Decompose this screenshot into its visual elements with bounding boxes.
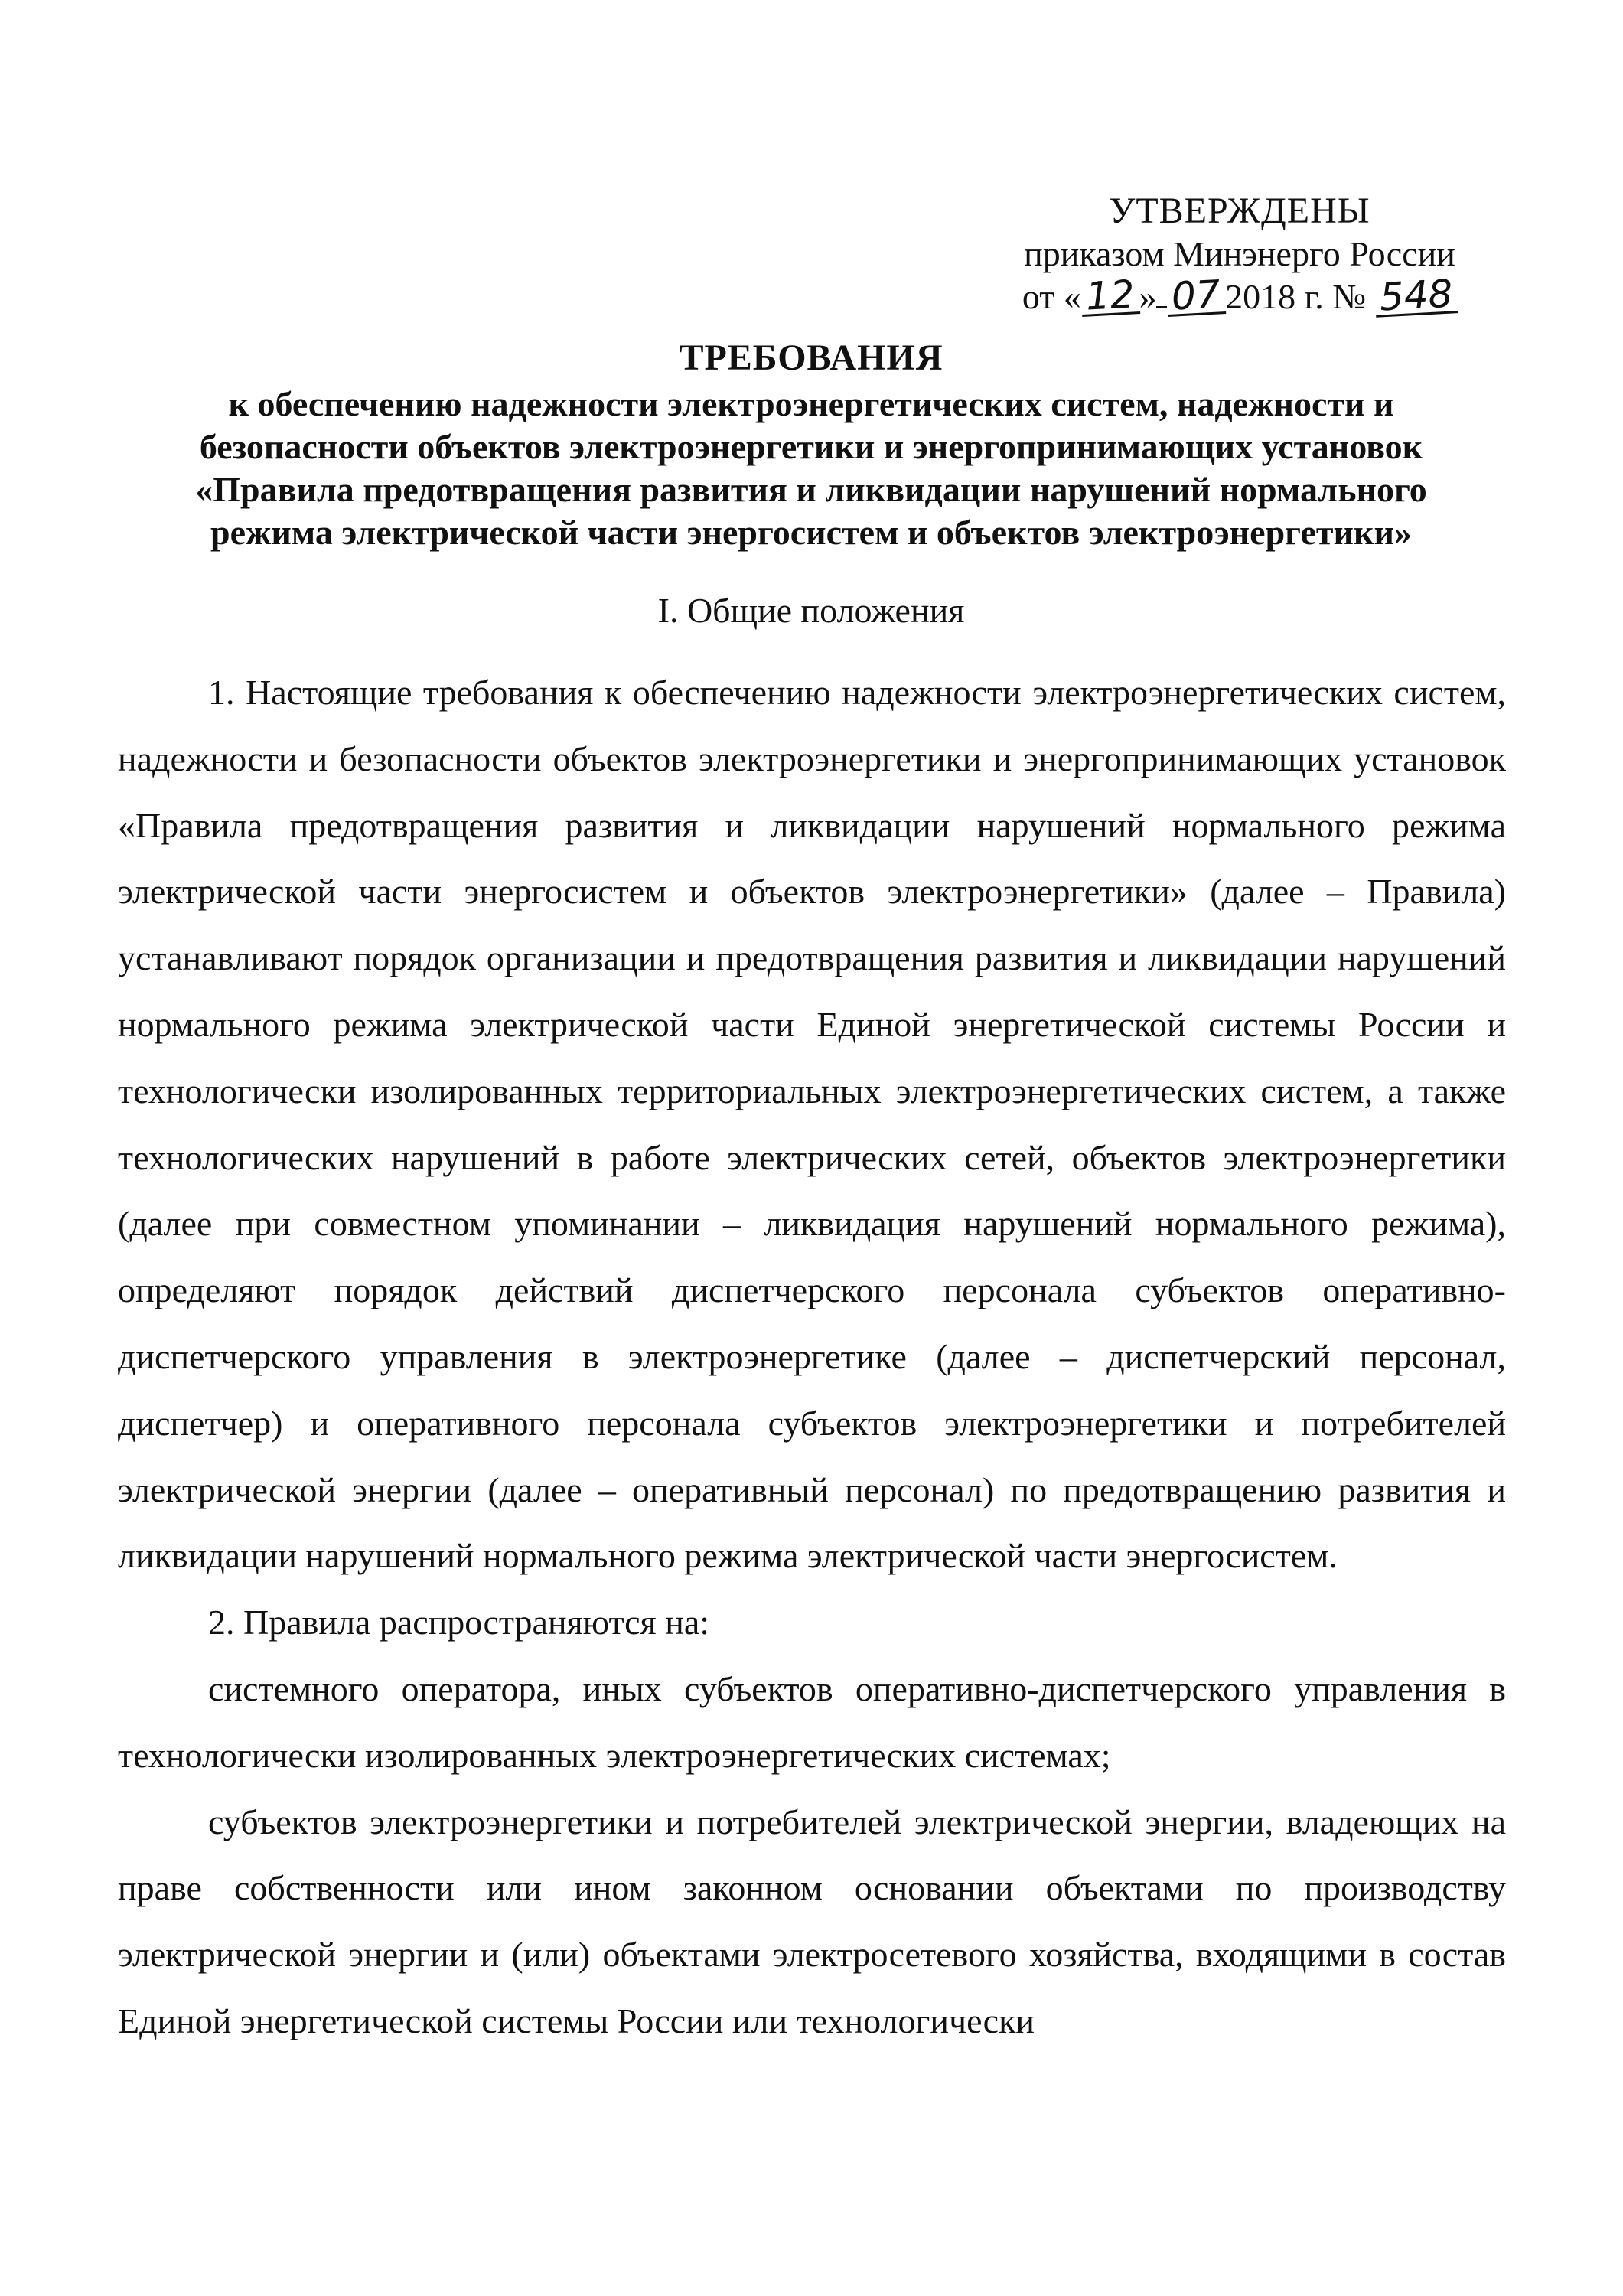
approval-order-line: приказом Минэнерго России bbox=[1024, 234, 1455, 273]
handwritten-day: 12 bbox=[1080, 276, 1140, 317]
paragraph-2: 2. Правила распространяются на: bbox=[208, 1603, 710, 1642]
paragraph-4: субъектов электроэнергетики и потребителей электрической энергии, владеющих на праве собственности или ином законном основании объектами по производству электрической энергии и (или) объектами электросетевого хозяйства, входящими в состав Единой энергетической системы России или технологически bbox=[118, 1802, 1506, 2040]
section-heading: I. Общие положения bbox=[657, 591, 965, 630]
date-year: 2018 г. № bbox=[1225, 277, 1367, 316]
date-mid: » bbox=[1139, 277, 1157, 316]
title-line-1: к обеспечению надежности электроэнергетических систем, надежности и bbox=[228, 384, 1394, 423]
paragraph-3: системного оператора, иных субъектов оперативно-диспетчерского управления в технологически изолированных электроэнергетических системах; bbox=[118, 1668, 1506, 1775]
title-line-2: безопасности объектов электроэнергетики и энергопринимающих установок bbox=[199, 427, 1423, 466]
document-title-block bbox=[115, 337, 1507, 554]
title-line-3: «Правила предотвращения развития и ликвидации нарушений нормального bbox=[195, 470, 1427, 509]
handwritten-month: 07 bbox=[1166, 276, 1226, 317]
document-heading: ТРЕБОВАНИЯ bbox=[679, 338, 943, 378]
title-line-4: режима электрической части энергосистем и объектов электроэнергетики» bbox=[210, 513, 1412, 552]
approval-title: УТВЕРЖДЕНЫ bbox=[1109, 191, 1370, 231]
handwritten-order-number: 548 bbox=[1374, 276, 1458, 318]
approval-stamp-block bbox=[987, 190, 1492, 318]
paragraph-1: 1. Настоящие требования к обеспечению надежности электроэнергетических систем, надежности и безопасности объектов электроэнергетики и энергопринимающих установок «Правила предотвращения развития и ликвидации нарушений нормального режима электрической части энергосистем и объектов электроэнергетики» (далее – Правила) устанавливают порядок организации и предотвращения развития и ликвидации нарушений нормального режима электрической части Единой энергетической системы России и технологически изолированных территориальных электроэнергетических систем, а также технологических нарушений в работе электрических сетей, объектов электроэнергетики (далее при совместном упоминании – ликвидация нарушений нормального режима), определяют порядок действий диспетчерского персонала субъектов оперативно-диспетчерского управления в электроэнергетике (далее – диспетчерский персонал, диспетчер) и оперативного персонала субъектов электроэнергетики и потребителей электрической энергии (далее – оперативный персонал) по предотвращению развития и ликвидации нарушений нормального режима электрической части энергосистем. bbox=[118, 673, 1506, 1576]
date-prefix: от « bbox=[1022, 277, 1081, 316]
document-body bbox=[118, 660, 1506, 2055]
approval-date-line bbox=[987, 271, 1492, 320]
